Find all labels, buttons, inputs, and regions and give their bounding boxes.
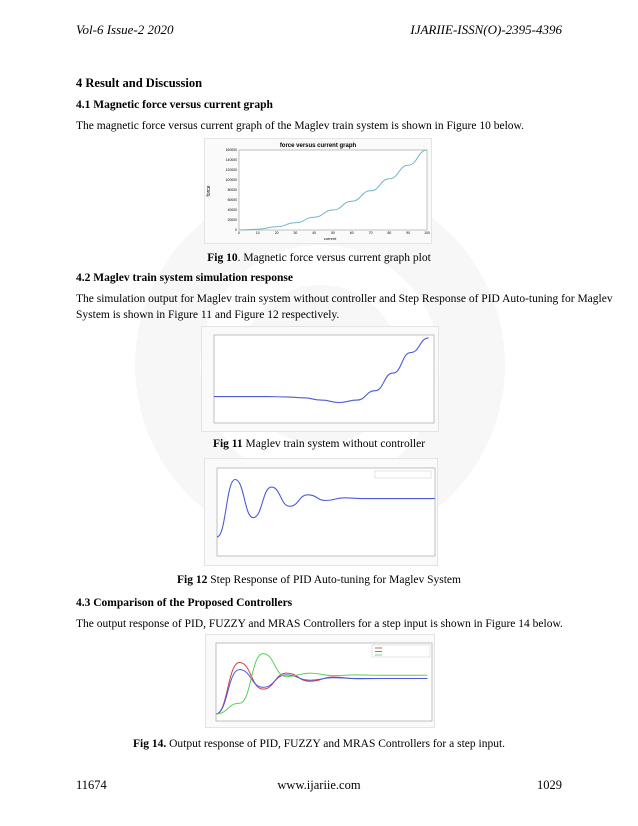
fig10-xtick-label: 0 (238, 231, 240, 235)
fig10-xtick-label: 10 (255, 231, 260, 235)
subsection-4-1-text: The magnetic force versus current graph of the Maglev train system is shown in Figure 10 below. (76, 120, 524, 132)
fig10-chart-title: force versus current graph (279, 143, 357, 149)
fig11-chart (201, 326, 439, 432)
header-issn: IJARIIE-ISSN(O)-2395-4396 (410, 22, 562, 37)
fig10-xtick-label: 60 (349, 231, 354, 235)
fig10-ytick-label: 120000 (225, 168, 237, 173)
fig10-ytick-label: 60000 (227, 198, 237, 203)
fig12-caption: Fig 12 Step Response of PID Auto-tuning for Maglev System (177, 574, 461, 586)
fig10-ytick-label: 80000 (227, 188, 237, 193)
footer-page-number: 1029 (537, 778, 562, 792)
subsection-4-2-text-line1: The simulation output for Maglev train system without controller and Step Response of PID Auto-tuning for Maglev (76, 293, 613, 305)
fig10-xtick-label: 70 (368, 231, 373, 235)
subsection-4-2-title: 4.2 Maglev train system simulation response (76, 272, 294, 284)
fig10-ytick-label: 100000 (225, 178, 237, 183)
fig10-ytick-label: 0 (235, 228, 237, 233)
subsection-4-1-title: 4.1 Magnetic force versus current graph (76, 99, 273, 111)
header-volume: Vol-6 Issue-2 2020 (76, 22, 174, 37)
footer-website: www.ijariie.com (277, 778, 361, 792)
fig10-xtick-label: 20 (274, 231, 279, 235)
footer-page-id: 11674 (76, 778, 107, 792)
subsection-4-3-text: The output response of PID, FUZZY and MRAS Controllers for a step input is shown in Figure 14 below. (76, 618, 563, 630)
fig10-xtick-label: 100 (424, 231, 430, 235)
fig10-xtick-label: 90 (406, 231, 411, 235)
fig10-xtick-label: 40 (312, 231, 317, 235)
fig10-xtick-label: 30 (293, 231, 298, 235)
fig10-ytick-label: 140000 (225, 158, 237, 163)
fig10-caption: Fig 10. Magnetic force versus current graph plot (207, 252, 431, 264)
fig11-caption: Fig 11 Maglev train system without controller (212, 438, 426, 450)
subsection-4-2-text-line2: System is shown in Figure 11 and Figure 12 respectively. (76, 309, 340, 321)
fig10-ytick-label: 20000 (227, 218, 237, 223)
subsection-4-3-title: 4.3 Comparison of the Proposed Controllers (76, 597, 293, 609)
fig10-xtick-label: 80 (387, 231, 392, 235)
fig12-chart (204, 458, 438, 566)
fig10-ylabel: force (206, 185, 212, 197)
fig10-ytick-label: 40000 (227, 208, 237, 213)
fig10-chart (204, 138, 432, 244)
fig10-xlabel: current (323, 236, 337, 241)
section-title: 4 Result and Discussion (76, 76, 203, 90)
fig10-ytick-label: 160000 (225, 148, 237, 153)
fig10-xtick-label: 50 (331, 231, 335, 235)
fig14-chart (205, 634, 435, 728)
fig14-caption: Fig 14. Output response of PID, FUZZY and MRAS Controllers for a step input. (132, 738, 506, 750)
